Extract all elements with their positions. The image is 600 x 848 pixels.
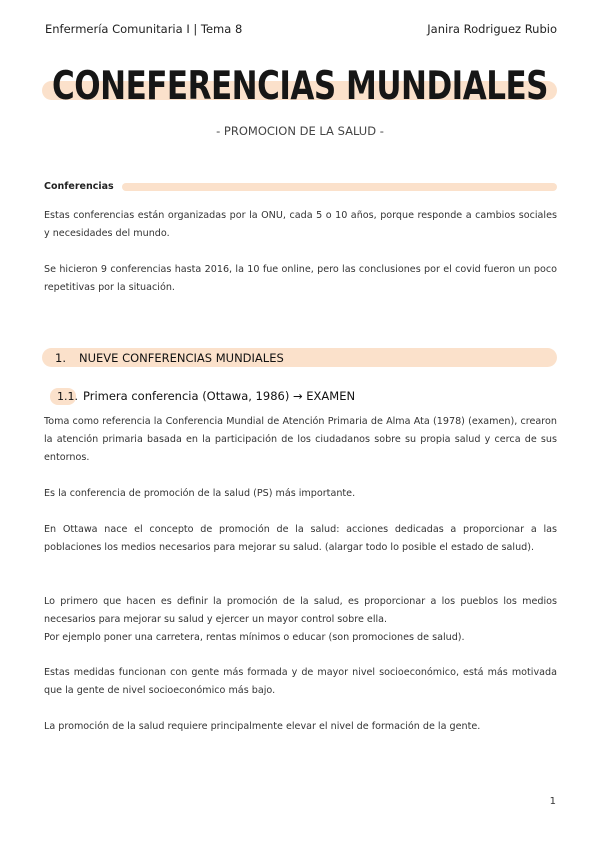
body-paragraph: En Ottawa nace el concepto de promoción de la salud: acciones dedicadas a proporcionar a las poblaciones los medios necesarios para mejorar su salud. (alargar todo lo posible el estado de salud). [44, 524, 557, 553]
header-author: Janira Rodriguez Rubio [427, 22, 557, 36]
intro-paragraph: Estas conferencias están organizadas por la ONU, cada 5 o 10 años, porque responde a cambios sociales y necesidades del mundo. [44, 210, 557, 239]
body-paragraph: Lo primero que hacen es definir la promoción de la salud, es proporcionar a los pueblos los medios necesarios para mejorar su salud y ejercer un mayor control sobre ella. [44, 596, 557, 625]
section-number: 1. [55, 351, 66, 365]
intro-paragraph: Se hicieron 9 conferencias hasta 2016, la 10 fue online, pero las conclusiones por el covid fueron un poco repetitivas por la situación. [44, 264, 557, 293]
subsection-number: 1.1. [57, 390, 78, 403]
intro-label: Conferencias [44, 181, 114, 192]
section-title: NUEVE CONFERENCIAS MUNDIALES [79, 351, 284, 365]
body-paragraph: Es la conferencia de promoción de la salud (PS) más importante. [44, 488, 356, 499]
body-paragraph: Estas medidas funcionan con gente más formada y de mayor nivel socioeconómico, está más motivada que la gente de nivel socioeconómico más bajo. [44, 667, 557, 696]
header-course: Enfermería Comunitaria I | Tema 8 [45, 22, 243, 36]
page-number: 1 [549, 796, 556, 807]
body-paragraph: Por ejemplo poner una carretera, rentas mínimos o educar (son promociones de salud). [44, 632, 465, 643]
page-title: CONEFERENCIAS MUNDIALES [52, 64, 548, 109]
page-subtitle: - PROMOCION DE LA SALUD - [216, 124, 384, 138]
intro-highlight-bar [122, 183, 557, 191]
subsection-title: Primera conferencia (Ottawa, 1986) → EXAMEN [83, 389, 356, 403]
body-paragraph: Toma como referencia la Conferencia Mundial de Atención Primaria de Alma Ata (1978) (examen), crearon la atención primaria basada en la participación de los ciudadanos sobre su propia salud y cerca de sus entornos. [44, 416, 557, 463]
body-paragraph: La promoción de la salud requiere principalmente elevar el nivel de formación de la gente. [44, 721, 481, 732]
